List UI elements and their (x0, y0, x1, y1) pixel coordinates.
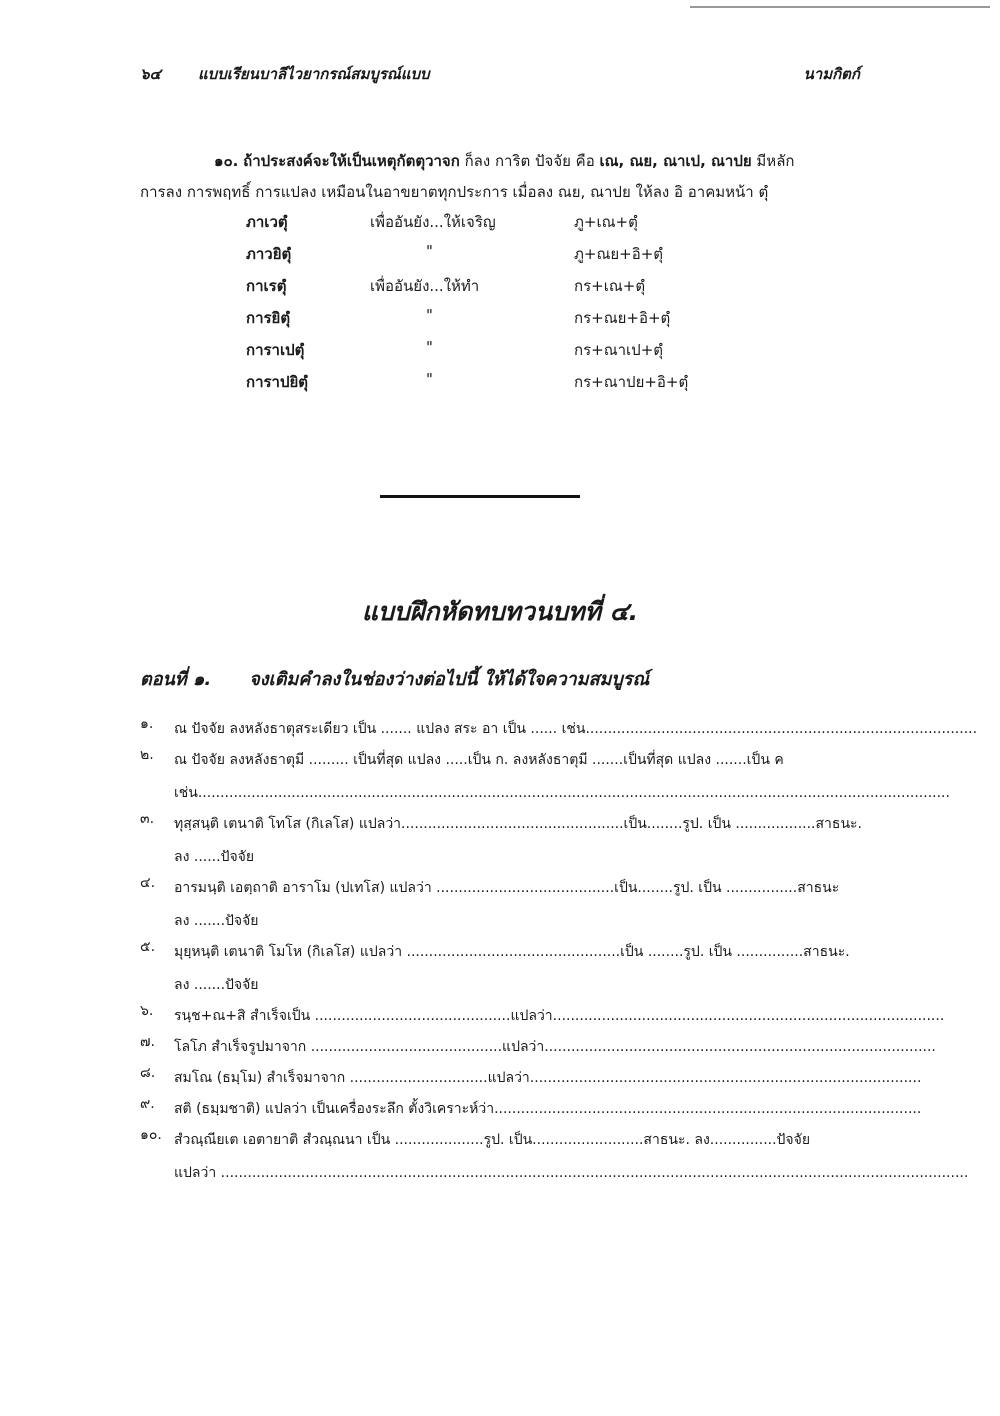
form-analysis: กร+เณ+ตุํ (574, 277, 646, 295)
form-analysis: กร+ณาปย+อิ+ตุํ (574, 373, 689, 391)
exercise-item (140, 1124, 969, 1188)
form-word: กาเรตุํ (246, 277, 287, 295)
item-line-continued: ลง ......ปัจจัย (174, 849, 255, 865)
form-meaning: " (426, 242, 433, 260)
item-line: ณ ปัจจัย ลงหลังธาตุสระเดียว เป็น ....... แปลง สระ อา เป็น ...... เช่น........................................................................................ (174, 721, 978, 737)
exercise-items (140, 713, 978, 1188)
exercise-item (140, 936, 860, 1000)
item-number: ๖. (140, 1003, 154, 1019)
exercise-item (140, 1031, 936, 1062)
rule-paragraph (140, 146, 860, 208)
form-row (246, 274, 766, 306)
item-number: ๔. (140, 875, 156, 891)
form-word: ภาวยิตุํ (246, 245, 292, 263)
form-word: การาเปตุํ (246, 341, 305, 359)
item-line-continued: ลง .......ปัจจัย (174, 977, 259, 993)
item-line: สติ (ธมฺมชาติ) แปลว่า เป็นเครื่องระลึก ตั้งวิเคราะห์ว่า................................................................................................ (174, 1101, 922, 1117)
form-analysis: ภู+ณย+อิ+ตุํ (574, 245, 664, 263)
item-line-continued: แปลว่า ........................................................................................................................................................................ (174, 1165, 969, 1181)
part-instruction: จงเติมคำลงในช่องว่างต่อไปนี้ ให้ได้ใจความสมบูรณ์ (249, 669, 650, 690)
form-row (246, 338, 766, 370)
item-number: ๑๐. (140, 1127, 162, 1143)
exercise-item (140, 1000, 945, 1031)
exercise-item (140, 713, 978, 744)
exercise-item (140, 744, 950, 808)
form-row (246, 210, 766, 242)
item-number: ๑. (140, 716, 154, 732)
top-edge-rule (690, 6, 990, 8)
form-meaning: " (426, 306, 433, 324)
item-number: ๗. (140, 1034, 155, 1050)
item-line: สํวณฺณียเต เอตายาติ สํวณฺณนา เป็น ....................รูป. เป็น.........................สาธนะ. ลง...............ปัจจัย (174, 1132, 811, 1148)
book-title: แบบเรียนบาลีไวยากรณ์สมบูรณ์แบบ (198, 65, 430, 83)
form-word: การยิตุํ (246, 309, 291, 327)
item-line: ทุสฺสนฺติ เตนาติ โทโส (กิเลโส) แปลว่า..................................................เป็น........รูป. เป็น ..................สาธนะ. (174, 816, 862, 832)
part-label: ตอนที่ ๑. (140, 669, 212, 690)
form-meaning: " (426, 370, 433, 388)
paragraph-line-2: การลง การพฤทธิ์ การแปลง เหมือนในอาขยาตทุกประการ เมื่อลง ณย, ณาปย ให้ลง อิ อาคมหน้า ตุํ (140, 183, 769, 201)
paragraph-line-1 (140, 146, 860, 177)
item-line: สมโณ (ธมฺโม) สำเร็จมาจาก ...............................แปลว่า........................................................................................ (174, 1070, 922, 1086)
chapter-title: นามกิตก์ (803, 65, 860, 83)
running-header (140, 62, 860, 86)
form-analysis: กร+ณาเป+ตุํ (574, 341, 664, 359)
item-number: ๒. (140, 747, 154, 763)
exercise-item (140, 1093, 922, 1124)
page-number: ๖๔ (140, 65, 161, 83)
exercise-title: แบบฝึกหัดทบทวนบทที่ ๔. (361, 597, 639, 626)
item-line: อารมนฺติ เอตฺถาติ อาราโม (ปเทโส) แปลว่า ........................................เป็น........รูป. เป็น ................สาธนะ (174, 880, 840, 896)
form-meaning: เพื่ออันยัง...ให้ทำ (370, 277, 480, 295)
form-word: การาปยิตุํ (246, 373, 309, 391)
forms-table (246, 210, 766, 402)
paragraph-text-a: ก็ลง การิต ปัจจัย คือ (459, 152, 600, 170)
item-line: รนฺช+ณ+สิ สำเร็จเป็น ............................................แปลว่า........................................................................................ (174, 1008, 945, 1024)
exercise-item (140, 872, 860, 936)
form-row (246, 370, 766, 402)
item-line: มุยฺหนฺติ เตนาติ โมโห (กิเลโส) แปลว่า ................................................เป็น ........รูป. เป็น ...............สาธนะ. (174, 944, 850, 960)
part-heading (140, 664, 649, 693)
form-meaning: เพื่ออันยัง...ให้เจริญ (370, 213, 496, 231)
form-analysis: ภู+เณ+ตุํ (574, 213, 638, 231)
item-line-continued: ลง .......ปัจจัย (174, 913, 259, 929)
paragraph-number: ๑๐. (214, 152, 239, 170)
item-number: ๕. (140, 939, 156, 955)
paragraph-text-b: มีหลัก (751, 152, 795, 170)
item-number: ๘. (140, 1065, 156, 1081)
item-number: ๙. (140, 1096, 155, 1112)
form-row (246, 306, 766, 338)
form-row (246, 242, 766, 274)
suffix-list: เณ, ณย, ณาเป, ณาปย (599, 152, 752, 170)
form-meaning: " (426, 338, 433, 356)
section-divider (380, 495, 580, 498)
item-number: ๓. (140, 811, 155, 827)
item-line: โลโภ สำเร็จรูปมาจาก ...........................................แปลว่า........................................................................................ (174, 1039, 936, 1055)
item-line: ณ ปัจจัย ลงหลังธาตุมี ......... เป็นที่สุด แปลง .....เป็น ก. ลงหลังธาตุมี .......เป็นที่สุด แปลง .......เป็น ค (174, 752, 784, 768)
paragraph-heading: ถ้าประสงค์จะให้เป็นเหตุกัตตุวาจก (243, 152, 460, 170)
exercise-item (140, 808, 860, 872)
form-word: ภาเวตุํ (246, 213, 288, 231)
item-line-continued: เช่น......................................................................................................................................................................... (174, 785, 950, 801)
exercise-item (140, 1062, 922, 1093)
form-analysis: กร+ณย+อิ+ตุํ (574, 309, 671, 327)
